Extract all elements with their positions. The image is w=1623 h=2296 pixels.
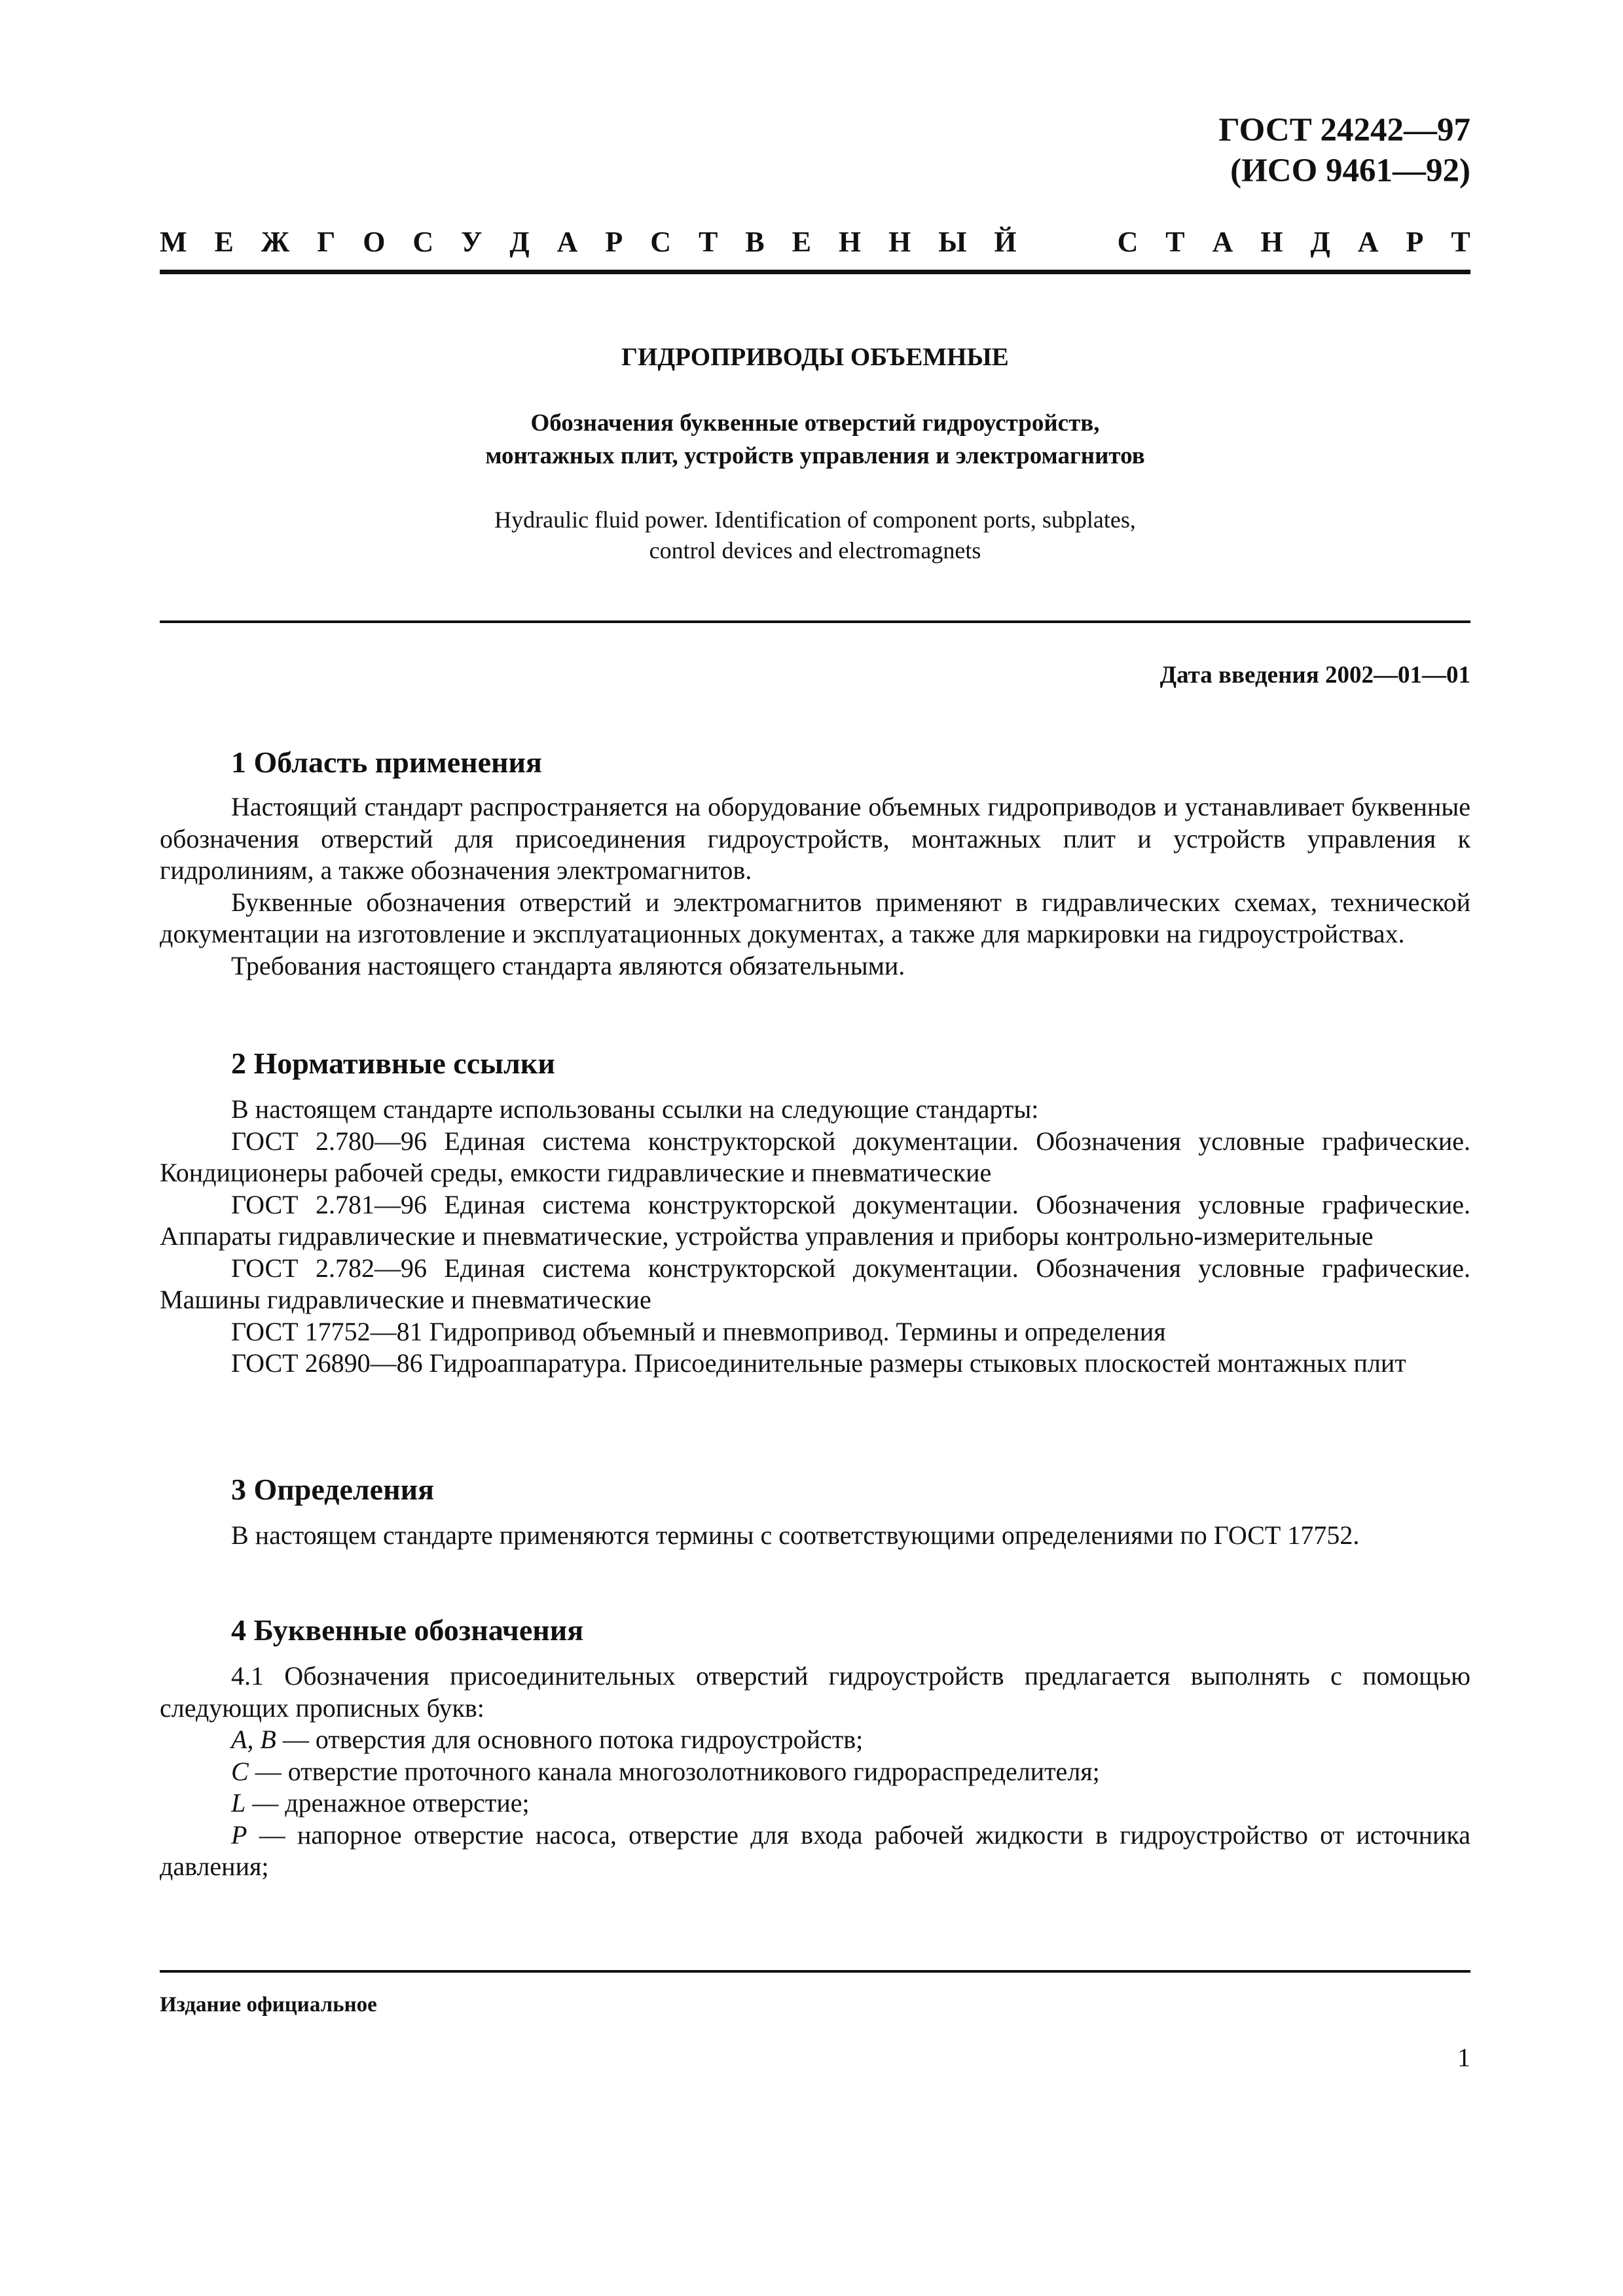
standard-number-iso: (ИСО 9461—92) xyxy=(1230,152,1470,189)
reference-item: ГОСТ 2.782—96 Единая система конструкторской документации. Обозначения условные графические. Машины гидравлические и пневматические xyxy=(160,1253,1470,1314)
caption-letter: Н xyxy=(1260,226,1283,258)
designation-text: — напорное отверстие насоса, отверстие для входа рабочей жидкости в гидроустройство от источника давления; xyxy=(160,1820,1470,1881)
reference-item: ГОСТ 26890—86 Гидроаппаратура. Присоединительные размеры стыковых плоскостей монтажных плит xyxy=(231,1348,1406,1378)
official-edition-label: Издание официальное xyxy=(160,1993,377,2017)
caption-letter: Р xyxy=(605,226,623,258)
designation-letter: C xyxy=(231,1756,249,1786)
document-subtitle xyxy=(160,407,1470,473)
caption-letter: У xyxy=(461,226,483,258)
caption-letter: Г xyxy=(317,226,336,258)
paragraph: В настоящем стандарте использованы ссылки на следующие стандарты: xyxy=(231,1094,1039,1124)
designation-item xyxy=(160,1724,1470,1756)
paragraph: Требования настоящего стандарта являются обязательными. xyxy=(231,950,905,980)
caption-letter: Р xyxy=(1406,226,1424,258)
caption-letter: Й xyxy=(994,226,1017,258)
designation-letter: P xyxy=(231,1820,247,1850)
caption-letter: Т xyxy=(1451,226,1470,258)
designation-letter: L xyxy=(231,1788,246,1818)
designation-text: — дренажное отверстие; xyxy=(246,1788,530,1818)
caption-letter: О xyxy=(363,226,386,258)
caption-letter: С xyxy=(1117,226,1139,258)
caption-letter: М xyxy=(160,226,187,258)
designation-letter: A, B xyxy=(231,1725,276,1754)
reference-item: ГОСТ 2.781—96 Единая система конструкторской документации. Обозначения условные графические. Аппараты гидравлические и пневматические, устройства управления и приборы контрольно-измерительные xyxy=(160,1189,1470,1251)
page-number: 1 xyxy=(1457,2043,1470,2072)
paragraph: В настоящем стандарте применяются термины с соответствующими определениями по ГОСТ 17752. xyxy=(231,1520,1360,1550)
caption-letter: Н xyxy=(888,226,911,258)
caption-letter: С xyxy=(650,226,671,258)
caption-letter: Е xyxy=(792,226,811,258)
reference-item: ГОСТ 17752—81 Гидропривод объемный и пневмопривод. Термины и определения xyxy=(231,1316,1166,1346)
section-heading-scope: 1 Область применения xyxy=(231,745,542,779)
section-heading-letter-designations: 4 Буквенные обозначения xyxy=(231,1613,584,1647)
caption-letter: Т xyxy=(698,226,718,258)
english-title-line: Hydraulic fluid power. Identification of component ports, subplates, xyxy=(494,507,1136,533)
section-body-definitions xyxy=(160,1520,1470,1552)
caption-letter: Д xyxy=(509,226,530,258)
caption-letter: Д xyxy=(1310,226,1330,258)
paragraph: Настоящий стандарт распространяется на оборудование объемных гидроприводов и устанавливает буквенные обозначения отверстий для присоединения гидроустройств, монтажных плит и устройств управления к гидролиниям, а также обозначения электромагнитов. xyxy=(160,792,1470,885)
caption-letter: Ы xyxy=(938,226,967,258)
section-body-scope xyxy=(160,791,1470,982)
standard-number xyxy=(1218,110,1470,191)
paragraph: 4.1 Обозначения присоединительных отверстий гидроустройств предлагается выполнять с помощью следующих прописных букв: xyxy=(160,1661,1470,1723)
effective-date: Дата введения 2002—01—01 xyxy=(1159,662,1470,689)
designation-text: — отверстия для основного потока гидроустройств; xyxy=(276,1725,864,1754)
header-divider xyxy=(160,270,1470,274)
title-divider xyxy=(160,620,1470,623)
designation-item xyxy=(160,1787,1470,1820)
caption-letter: Н xyxy=(838,226,862,258)
designation-item xyxy=(160,1756,1470,1788)
section-body-letter-designations xyxy=(160,1660,1470,1883)
caption-letter: А xyxy=(1357,226,1379,258)
english-title xyxy=(160,505,1470,566)
document-title: ГИДРОПРИВОДЫ ОБЪЕМНЫЕ xyxy=(621,343,1009,371)
subtitle-line: Обозначения буквенные отверстий гидроустройств, xyxy=(530,410,1100,437)
reference-item: ГОСТ 2.780—96 Единая система конструкторской документации. Обозначения условные графические. Кондиционеры рабочей среды, емкости гидравлические и пневматические xyxy=(160,1126,1470,1187)
designation-item xyxy=(160,1820,1470,1883)
caption-letter: Е xyxy=(214,226,234,258)
paragraph: Буквенные обозначения отверстий и электромагнитов применяют в гидравлических схемах, технической документации на изготовление и эксплуатационных документах, а также для маркировки на гидроустройствах. xyxy=(160,887,1470,948)
caption-word-gap xyxy=(1044,223,1090,262)
caption-letter: Ж xyxy=(261,226,290,258)
section-heading-references: 2 Нормативные ссылки xyxy=(231,1047,555,1080)
section-body-references xyxy=(160,1094,1470,1380)
subtitle-line: монтажных плит, устройств управления и электромагнитов xyxy=(485,442,1145,469)
designation-text: — отверстие проточного канала многозолотникового гидрораспределителя; xyxy=(248,1756,1100,1786)
caption-letter: А xyxy=(1212,226,1233,258)
section-heading-definitions: 3 Определения xyxy=(231,1473,434,1506)
caption-letter: А xyxy=(556,226,578,258)
interstate-standard-caption xyxy=(160,223,1470,262)
english-title-line: control devices and electromagnets xyxy=(649,537,981,564)
caption-letter: Т xyxy=(1165,226,1185,258)
footer-divider xyxy=(160,1970,1470,1973)
caption-letter: С xyxy=(412,226,434,258)
caption-letter: В xyxy=(745,226,765,258)
standard-number-gost: ГОСТ 24242—97 xyxy=(1218,112,1470,149)
